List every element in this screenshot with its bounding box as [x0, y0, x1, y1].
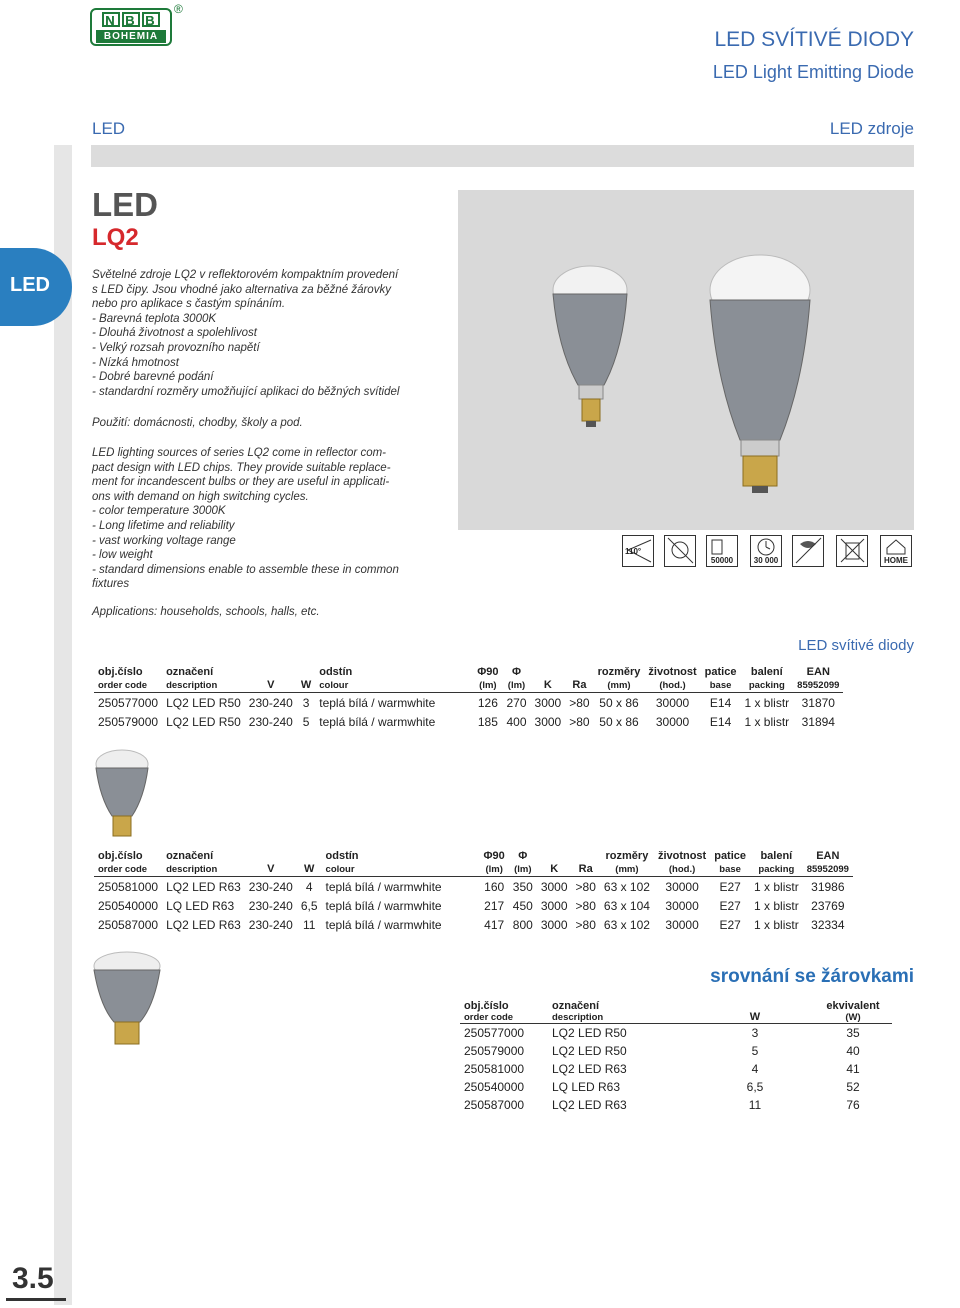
logo-nbb: N B B [96, 12, 166, 28]
bulb-r50-image [553, 266, 627, 427]
table-row: 250577000 LQ2 LED R50 3 35 [460, 1024, 892, 1043]
table-row: 250581000 LQ2 LED R63 230-240 4 teplá bílá / warmwhite 160 350 3000 >80 63 x 102 30000 E27 1 x blistr 31986 [94, 877, 853, 897]
beam-angle-icon: 110° [622, 535, 654, 567]
comparison-title: srovnání se žárovkami [710, 966, 914, 987]
description-en: LED lighting sources of series LQ2 come in reflector com- pact design with LED chips. They provide suitable replace- ment for incandescent bulbs or they are useful in applicati- ons with demand on high switching cycles. - color temperature 3000K - Long lifetime and reliability - vast working voltage range - low weight - standard dimensions enable to assemble these in common fixtures [92, 447, 399, 591]
side-tab-led: LED [0, 248, 72, 326]
product-title: LED [92, 186, 158, 223]
bulb-r50-thumbnail [92, 748, 152, 845]
header-subtitle: LED Light Emitting Diode [712, 62, 914, 82]
side-column [54, 145, 72, 1305]
bulb-r63-image [710, 255, 810, 493]
nbb-bohemia-logo [90, 8, 172, 46]
spec-table-r63 [94, 850, 853, 934]
table-header-row: obj.číslo order code označení description V W odstín colour Φ90 (lm) Φ (lm) K Ra rozměry (mm) životnost (hod.) patice base balení packing EAN 85952099 [98, 850, 849, 875]
no-bin-icon [836, 535, 868, 567]
section-label-left: LED [92, 119, 126, 138]
table-row: 250579000 LQ2 LED R50 5 40 [464, 1044, 860, 1058]
table-header-row: obj.číslo order code označení description W ekvivalent (W) [464, 1000, 880, 1023]
product-photo [458, 190, 914, 530]
usage-cz: Použití: domácnosti, chodby, školy a pod. [92, 417, 303, 429]
description-cz: Světelné zdroje LQ2 v reflektorovém kompaktním provedení s LED čipy. Jsou vhodné jako alternativa za běžné žárovky nebo pro aplikace s častým spínáním. - Barevná teplota 3000K - Dlouhá životnost a spolehlivost - Velký rozsah provozního napětí - Nízká hmotnost - Dobré barevné podání - standardní rozměry umožňující aplikaci do běžných svítidel [92, 269, 400, 398]
product-model: LQ2 [92, 224, 139, 251]
lumen-life-icon: 50000 [706, 535, 738, 567]
registered-mark: ® [174, 2, 183, 16]
logo-bohemia: BOHEMIA [96, 30, 166, 43]
table-header-row: obj.číslo order code označení description V W odstín colour Φ90 (lm) Φ (lm) K Ra rozměry (mm) životnost (hod.) patice base balení packing EAN 85952099 [98, 666, 840, 691]
table-row: 250540000 LQ LED R63 230-240 6,5 teplá bílá / warmwhite 217 450 3000 >80 63 x 104 30000 E27 1 x blistr 23769 [98, 898, 845, 913]
page-number-underline [6, 1298, 66, 1301]
comparison-table [460, 1000, 892, 1114]
clock-lifetime-icon: 30 000 [750, 535, 782, 567]
table-row: 250587000 LQ2 LED R63 11 76 [464, 1098, 860, 1112]
table-row: 250540000 LQ LED R63 6,5 52 [464, 1080, 860, 1094]
table-row: 250581000 LQ2 LED R63 4 41 [464, 1062, 860, 1076]
table-row: 250579000 LQ2 LED R50 230-240 5 teplá bílá / warmwhite 185 400 3000 >80 50 x 86 30000 E14 1 x blistr 31894 [98, 714, 835, 729]
no-vibration-icon [792, 535, 824, 567]
table-row: 250587000 LQ2 LED R63 230-240 11 teplá bílá / warmwhite 417 800 3000 >80 63 x 102 30000 E27 1 x blistr 32334 [98, 917, 845, 932]
usage-en: Applications: households, schools, halls, etc. [92, 606, 320, 618]
section-label-right: LED zdroje [829, 119, 914, 138]
spec-table-r50 [94, 666, 843, 731]
table-title: LED svítivé diody [798, 637, 914, 654]
header-title: LED SVÍTIVÉ DIODY [714, 28, 914, 51]
bulb-r63-thumbnail [90, 950, 164, 1053]
table-row: 250577000 LQ2 LED R50 230-240 3 teplá bílá / warmwhite 126 270 3000 >80 50 x 86 30000 E14 1 x blistr 31870 [94, 693, 843, 713]
page-number: 3.5 [12, 1262, 54, 1295]
home-icon: HOME [880, 535, 912, 567]
header-divider-bar [91, 145, 914, 167]
no-dimmer-icon [664, 535, 696, 567]
